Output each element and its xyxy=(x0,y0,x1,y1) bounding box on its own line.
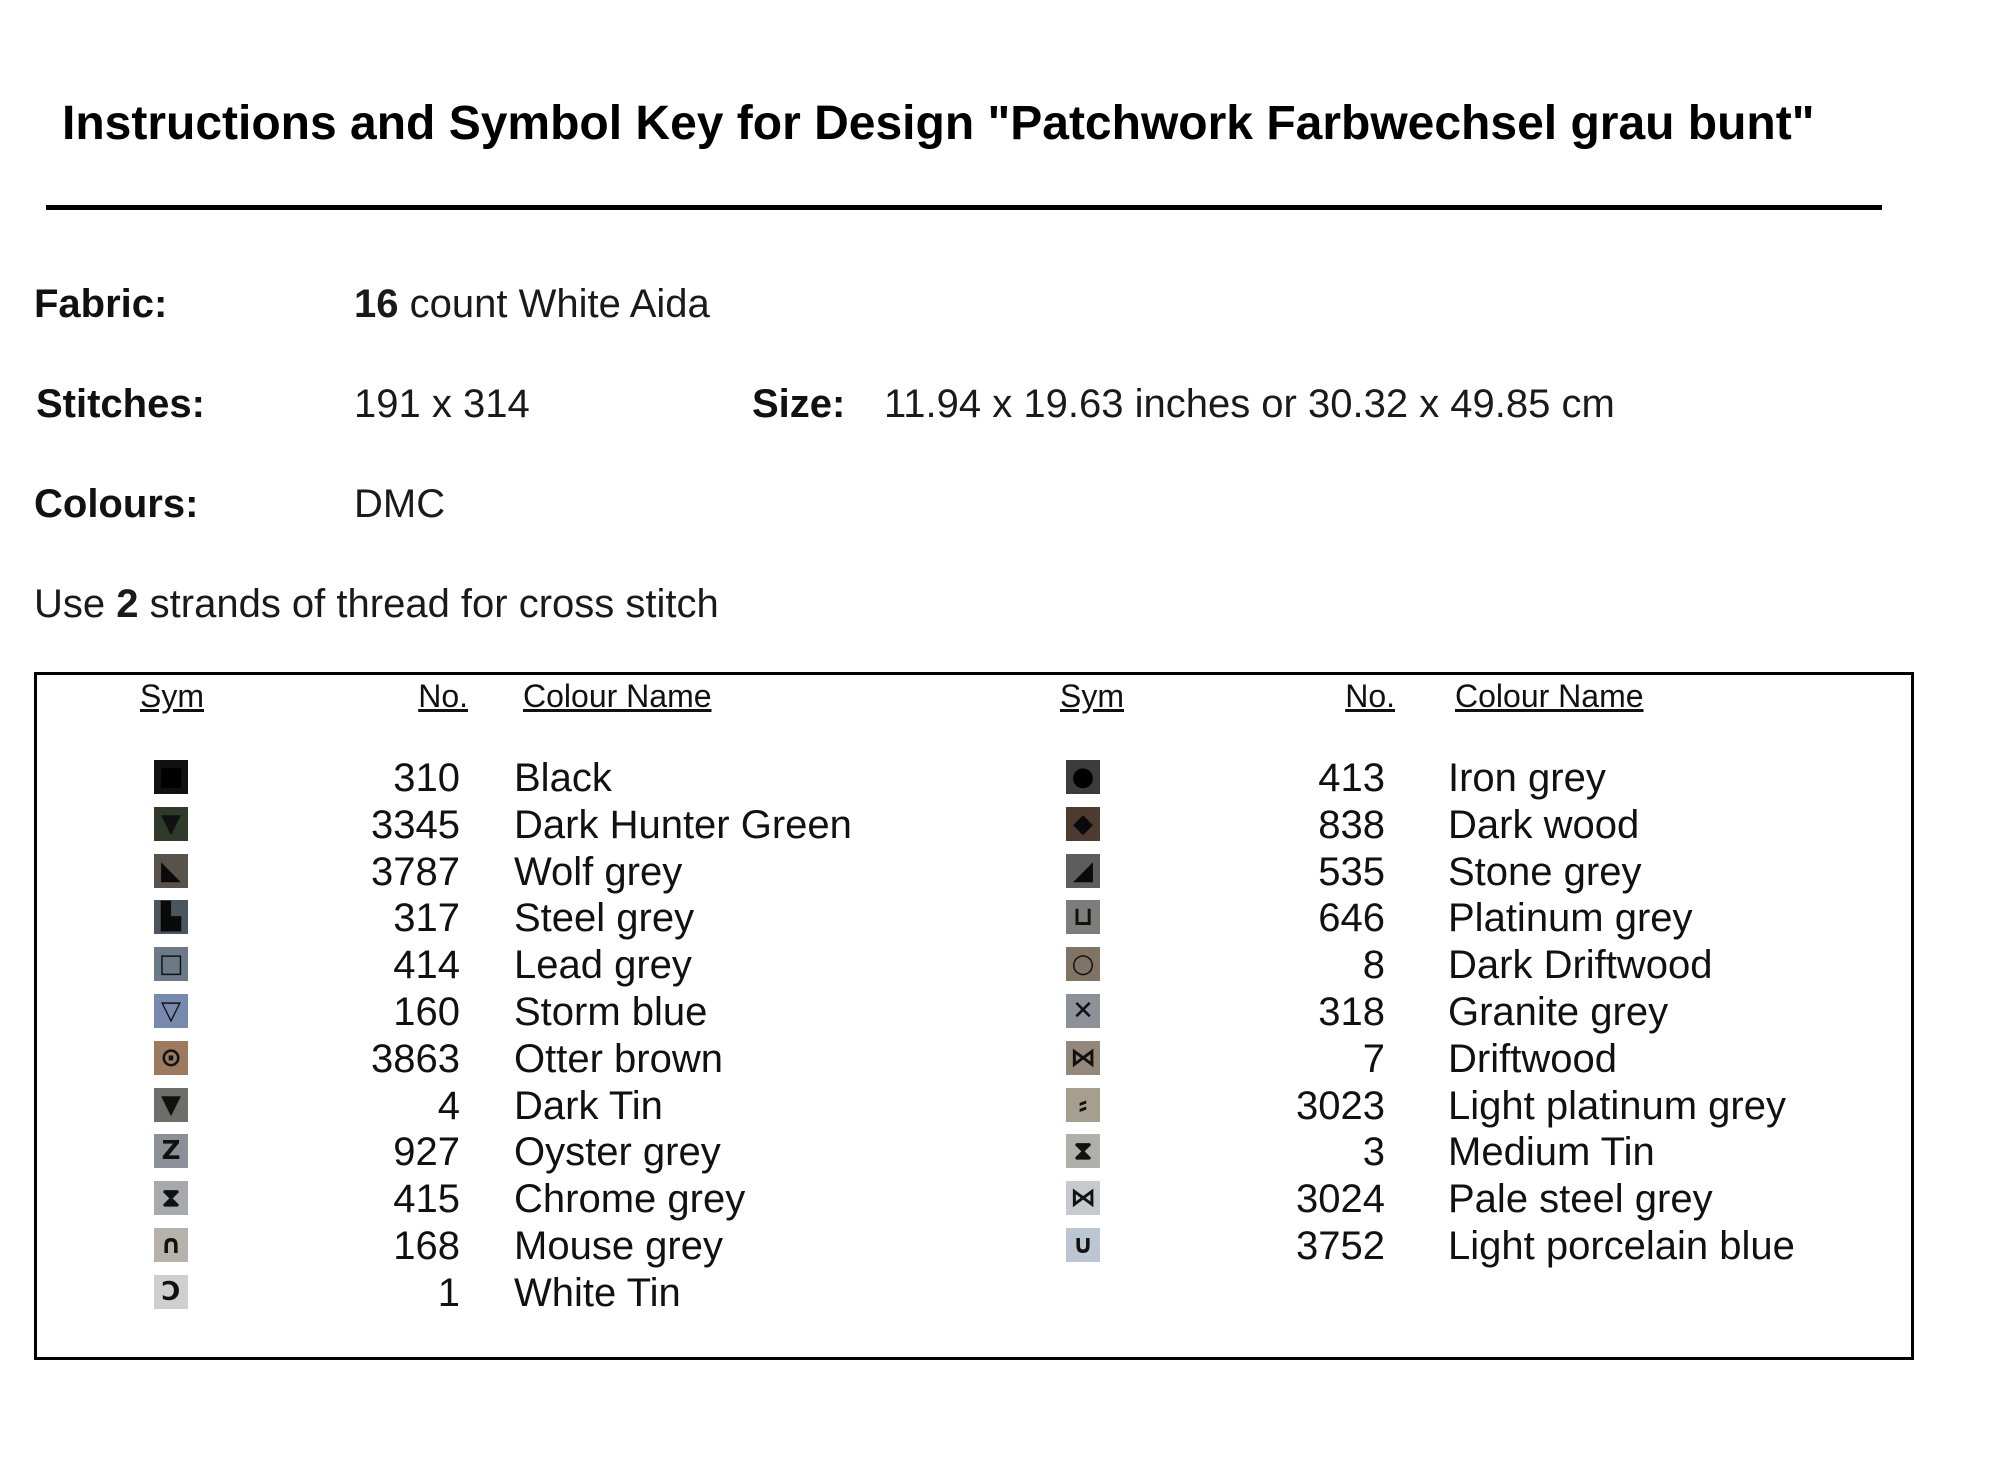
dmc-number: 168 xyxy=(393,1224,460,1268)
colour-name: Otter brown xyxy=(514,1036,723,1081)
dmc-number: 317 xyxy=(393,896,460,941)
stitches-value: 191 x 314 xyxy=(354,382,530,426)
thread-symbol-icon: ⧗ xyxy=(1066,1134,1100,1168)
thread-symbol-icon: □ xyxy=(154,947,188,981)
dmc-number: 3023 xyxy=(1296,1083,1385,1128)
colours-label: Colours: xyxy=(34,482,199,526)
header-sym-left: Sym xyxy=(140,678,204,714)
thread-symbol-icon: ⸗ xyxy=(1066,1088,1100,1122)
colour-name: Iron grey xyxy=(1448,756,1606,800)
dmc-number: 318 xyxy=(1318,990,1385,1034)
key-row xyxy=(0,1177,2000,1223)
dmc-number: 310 xyxy=(393,756,460,800)
colour-name: Dark Driftwood xyxy=(1448,943,1713,988)
header-colour-name-right: Colour Name xyxy=(1455,678,1644,714)
header-sym-right: Sym xyxy=(1060,678,1124,714)
dmc-number: 1 xyxy=(437,1270,460,1315)
colour-name: Black xyxy=(514,756,612,800)
colour-name: Medium Tin xyxy=(1448,1130,1655,1175)
key-row xyxy=(0,850,2000,896)
fabric-count: 16 xyxy=(354,282,399,326)
thread-symbol-icon: ⧗ xyxy=(154,1181,188,1215)
dmc-number: 7 xyxy=(1362,1036,1385,1081)
thread-symbol-icon: ∩ xyxy=(154,1228,188,1262)
key-row xyxy=(0,1271,2000,1317)
key-row xyxy=(0,756,2000,802)
colour-name: Platinum grey xyxy=(1448,896,1693,941)
key-row xyxy=(0,896,2000,942)
key-row xyxy=(0,1224,2000,1270)
thread-symbol-icon: ▽ xyxy=(154,994,188,1028)
dmc-number: 535 xyxy=(1318,849,1385,894)
thread-symbol-icon: ◢ xyxy=(1066,854,1100,888)
thread-symbol-icon: ⋈ xyxy=(1066,1041,1100,1075)
dmc-number: 3 xyxy=(1362,1130,1385,1175)
thread-symbol-icon: Ↄ xyxy=(154,1275,188,1309)
thread-symbol-icon: ◆ xyxy=(1066,807,1100,841)
dmc-number: 160 xyxy=(393,990,460,1034)
dmc-number: 927 xyxy=(393,1130,460,1175)
fabric-label: Fabric: xyxy=(34,282,168,326)
thread-symbol-icon: ∪ xyxy=(1066,1228,1100,1262)
thread-symbol-icon: ● xyxy=(1066,760,1100,794)
thread-symbol-icon: ▙ xyxy=(154,900,188,934)
colour-name: Wolf grey xyxy=(514,849,683,894)
colour-name: Lead grey xyxy=(514,943,692,988)
thread-symbol-icon: ▼ xyxy=(154,807,188,841)
header-colour-name-left: Colour Name xyxy=(523,678,712,714)
header-no-right: No. xyxy=(1345,678,1395,714)
strands-suffix: strands of thread for cross stitch xyxy=(149,582,719,626)
dmc-number: 3863 xyxy=(371,1036,460,1081)
colour-name: Chrome grey xyxy=(514,1177,746,1222)
key-row xyxy=(0,990,2000,1036)
thread-symbol-icon: ◣ xyxy=(154,854,188,888)
strands-prefix: Use xyxy=(34,582,106,626)
key-row xyxy=(0,943,2000,989)
fabric-text: count White Aida xyxy=(409,282,710,326)
header-no-left: No. xyxy=(418,678,468,714)
colour-name: Driftwood xyxy=(1448,1036,1617,1081)
dmc-number: 413 xyxy=(1318,756,1385,800)
stitches-label: Stitches: xyxy=(36,382,205,426)
thread-symbol-icon: ■ xyxy=(154,760,188,794)
thread-symbol-icon: ⊔ xyxy=(1066,900,1100,934)
thread-symbol-icon: ⊙ xyxy=(154,1041,188,1075)
colour-name: Dark Tin xyxy=(514,1083,663,1128)
colours-value: DMC xyxy=(354,482,446,526)
key-row xyxy=(0,803,2000,849)
dmc-number: 415 xyxy=(393,1177,460,1222)
dmc-number: 646 xyxy=(1318,896,1385,941)
title-divider xyxy=(46,205,1882,210)
colour-name: Pale steel grey xyxy=(1448,1177,1713,1222)
colour-name: Storm blue xyxy=(514,990,708,1034)
thread-symbol-icon: ✕ xyxy=(1066,994,1100,1028)
colour-name: Light platinum grey xyxy=(1448,1083,1786,1128)
dmc-number: 8 xyxy=(1362,943,1385,988)
colour-name: Mouse grey xyxy=(514,1224,723,1268)
fabric-value xyxy=(354,282,710,327)
key-row xyxy=(0,1037,2000,1083)
colour-name: Light porcelain blue xyxy=(1448,1224,1795,1268)
dmc-number: 414 xyxy=(393,943,460,988)
colour-name: Granite grey xyxy=(1448,990,1669,1034)
size-value: 11.94 x 19.63 inches or 30.32 x 49.85 cm xyxy=(884,382,1615,426)
dmc-number: 838 xyxy=(1318,802,1385,847)
page-title: Instructions and Symbol Key for Design "Patchwork Farbwechsel grau bunt" xyxy=(62,97,1815,150)
size-label: Size: xyxy=(752,382,846,426)
dmc-number: 3752 xyxy=(1296,1224,1385,1268)
thread-symbol-icon: Z xyxy=(154,1134,188,1168)
colour-name: Dark wood xyxy=(1448,802,1640,847)
thread-symbol-icon: ○ xyxy=(1066,947,1100,981)
dmc-number: 3024 xyxy=(1296,1177,1385,1222)
dmc-number: 3345 xyxy=(371,802,460,847)
strands-instruction xyxy=(34,582,719,627)
strands-count: 2 xyxy=(116,582,139,626)
dmc-number: 4 xyxy=(437,1083,460,1128)
dmc-number: 3787 xyxy=(371,849,460,894)
key-row xyxy=(0,1084,2000,1130)
thread-symbol-icon: ⋈ xyxy=(1066,1181,1100,1215)
colour-name: Steel grey xyxy=(514,896,695,941)
colour-name: Oyster grey xyxy=(514,1130,721,1175)
colour-name: Dark Hunter Green xyxy=(514,802,852,847)
colour-name: Stone grey xyxy=(1448,849,1642,894)
key-row xyxy=(0,1130,2000,1176)
thread-symbol-icon: ▼ xyxy=(154,1088,188,1122)
colour-name: White Tin xyxy=(514,1270,681,1315)
